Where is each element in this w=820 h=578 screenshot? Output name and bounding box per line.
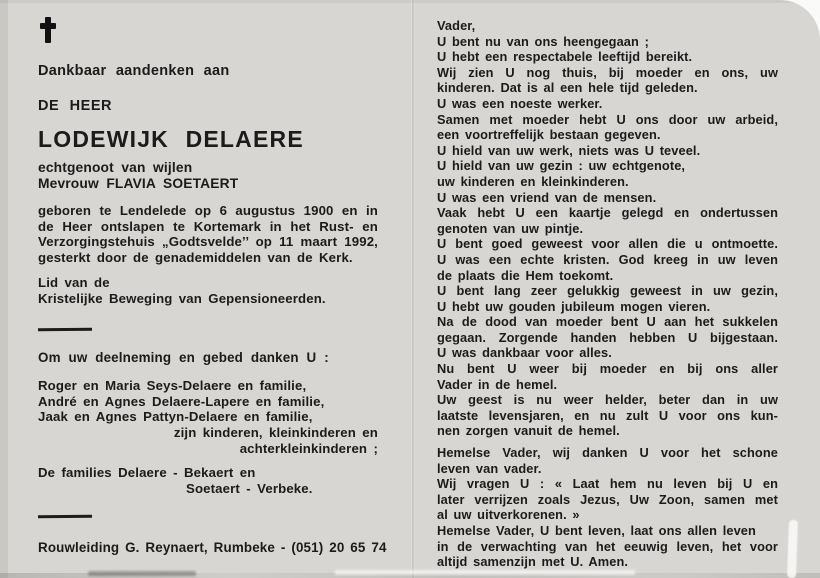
memorial-text-paragraph — [437, 18, 778, 439]
funeral-service-line: Rouwleiding G. Reynaert, Rumbeke - (051) 20 65 74 — [38, 540, 387, 555]
text-line: U was dankbaar voor alles. — [437, 345, 612, 361]
text-line: de plaats die Hem toekomt. — [437, 267, 614, 283]
text-line: Verzorgingstehuis „Godtsvelde’’ op 11 maart 1992, — [38, 234, 378, 249]
text-line: gesterkt door de genademiddelen van de Kerk. — [38, 249, 353, 265]
text-line: nen zorgen vanuit de hemel. — [437, 423, 620, 439]
membership — [38, 275, 378, 306]
text-line: Soetaert - Verbeke. — [186, 481, 313, 496]
right-page — [437, 18, 778, 570]
text-line: Nu bent U weer bij moeder en bij ons aller — [437, 361, 778, 377]
text-line: leven van vader. — [437, 460, 542, 476]
text-line: gegaan. Zorgende handen hebben U bijgestaan. — [437, 329, 778, 345]
text-line: al uw uitverkorenen. » — [437, 507, 580, 523]
text-line: Vaak hebt U een kaartje gelegd en ondertussen — [437, 205, 778, 221]
text-line: U bent lang zeer gelukkig geweest in uw gezin, — [437, 283, 778, 299]
text-line: Jaak en Agnes Pattyn-Delaere en familie, — [38, 409, 313, 425]
text-line: Wij zien U nog thuis, bij moeder en ons, uw — [437, 64, 778, 80]
text-line: altijd samenzijn met U. Amen. — [437, 554, 629, 570]
text-line: Hemelse Vader, wij danken U voor het schone — [437, 445, 778, 461]
text-line: Samen met moeder hebt U ons door uw arbeid, — [437, 111, 778, 127]
family-list — [38, 378, 378, 457]
text-line: Kristelijke Beweging van Gepensioneerden. — [38, 290, 326, 306]
text-line: U hebt uw gouden jubileum mogen vieren. — [437, 298, 711, 314]
text-line: U hield van uw werk, niets was U teveel. — [437, 142, 701, 158]
text-line: Wij vragen U : « Laat hem nu leven bij U en — [437, 476, 778, 492]
text-line: De families Delaere - Bekaert en — [38, 465, 256, 480]
text-line: U hield van uw gezin : uw echtgenote, — [437, 158, 686, 174]
divider — [38, 515, 92, 518]
text-line: Vader, — [437, 18, 476, 33]
card-fold-line — [411, 0, 415, 578]
text-line: genoten van uw pintje. — [437, 220, 584, 236]
latin-cross-icon — [40, 17, 56, 43]
text-line: U hebt een respectabele leeftijd bereikt. — [437, 49, 693, 65]
scan-edge-sliver — [787, 520, 798, 578]
text-line: geboren te Lendelede op 6 augustus 1900 en in — [38, 203, 378, 218]
spouse-lines — [38, 160, 378, 192]
divider — [38, 328, 92, 331]
scan-smudge — [88, 571, 196, 576]
scan-edge-top — [0, 0, 820, 3]
text-line: Roger en Maria Seys-Delaere en familie, — [38, 378, 307, 393]
text-line: U was een noeste werker. — [437, 95, 603, 111]
scan-highlight — [335, 570, 635, 575]
text-line: kinderen. Dat is al een hele tijd geleden. — [437, 80, 698, 96]
text-line: achterkleinkinderen ; — [239, 440, 378, 456]
text-line: Uw geest is nu weer helder, beter dan in uw — [437, 392, 778, 408]
text-line: Mevrouw FLAVIA SOETAERT — [38, 176, 239, 191]
text-line: Vader in de hemel. — [437, 376, 558, 392]
text-line: Hemelse Vader, U bent leven, laat ons allen leven — [437, 523, 756, 538]
text-line: een voortreffelijk bestaan gegeven. — [437, 127, 661, 143]
text-line: U bent goed geweest voor allen die u ontmoette. — [437, 236, 778, 252]
text-line: Na de dood van moeder bent U aan het sukkelen — [437, 314, 778, 330]
prayer-paragraph — [437, 445, 778, 570]
acknowledgement: Om uw deelneming en gebed danken U : — [38, 350, 329, 365]
text-line: in de verwachting van het eeuwig leven, het voor — [437, 538, 778, 554]
families-list — [38, 465, 378, 497]
text-line: U was een echte kristen. God kreeg in uw leven — [437, 251, 778, 267]
honorific: DE HEER — [38, 98, 112, 114]
text-line: laatste levensjaren, en nu zult U voor ons kun- — [437, 407, 778, 423]
text-line: zijn kinderen, kleinkinderen en — [173, 425, 378, 441]
intro-text: Dankbaar aandenken aan — [38, 63, 230, 79]
scan-edge-left — [0, 0, 8, 578]
text-line: Lid van de — [38, 275, 110, 290]
text-line: U was een vriend van de mensen. — [437, 189, 657, 205]
text-line: uw kinderen en kleinkinderen. — [437, 173, 629, 189]
text-line: U bent nu van ons heengegaan ; — [437, 33, 649, 49]
text-line: later verrijzen zoals Jezus, Uw Zoon, samen met — [437, 491, 778, 507]
text-line: André en Agnes Delaere-Lapere en familie, — [38, 393, 325, 409]
life-summary — [38, 203, 378, 265]
deceased-name: LODEWIJK DELAERE — [38, 126, 304, 152]
text-line: de Heer ontslapen te Kortemark in het Rust- en — [38, 218, 378, 234]
text-line: echtgenoot van wijlen — [38, 160, 193, 175]
